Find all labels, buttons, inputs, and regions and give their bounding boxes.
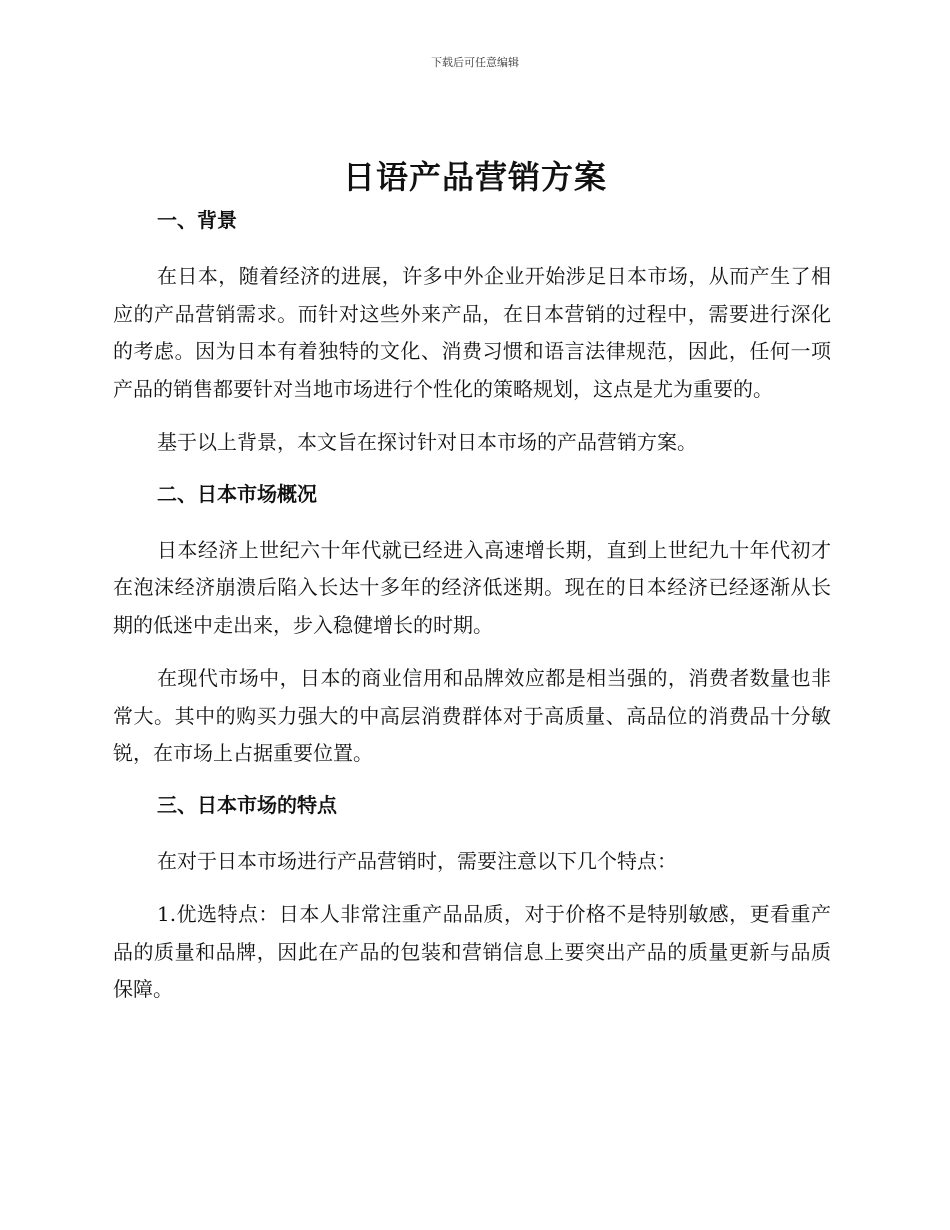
paragraph: 日本经济上世纪六十年代就已经进入高速增长期，直到上世纪九十年代初才在泡沫经济崩溃后陷入长达十多年的经济低迷期。现在的日本经济已经逐渐从长期的低迷中走出来，步入稳健增长的时期。 bbox=[113, 537, 831, 637]
document-title: 日语产品营销方案 bbox=[342, 158, 607, 196]
paragraph: 在日本，随着经济的进展，许多中外企业开始涉足日本市场，从而产生了相应的产品营销需求。而针对这些外来产品，在日本营销的过程中，需要进行深化的考虑。因为日本有着独特的文化、消费习惯和语言法律规范，因此，任何一项产品的销售都要针对当地市场进行个性化的策略规划，这点是尤为重要的。 bbox=[113, 264, 831, 401]
paragraph: 在现代市场中，日本的商业信用和品牌效应都是相当强的，消费者数量也非常大。其中的购买力强大的中高层消费群体对于高质量、高品位的消费品十分敏锐，在市场上占据重要位置。 bbox=[113, 666, 831, 765]
paragraph: 基于以上背景，本文旨在探讨针对日本市场的产品营销方案。 bbox=[157, 430, 697, 454]
paragraph: 1.优选特点：日本人非常注重产品品质，对于价格不是特别敏感，更看重产品的质量和品牌，因此在产品的包装和营销信息上要突出产品的质量更新与品质保障。 bbox=[113, 902, 831, 1001]
paragraph: 在对于日本市场进行产品营销时，需要注意以下几个特点： bbox=[157, 848, 677, 873]
document-body bbox=[113, 204, 831, 1009]
section-heading-market-features: 三、日本市场的特点 bbox=[157, 792, 337, 817]
section-heading-market-overview: 二、日本市场概况 bbox=[157, 481, 317, 506]
header-note: 下载后可任意编辑 bbox=[431, 56, 519, 69]
section-heading-background: 一、背景 bbox=[157, 208, 237, 232]
